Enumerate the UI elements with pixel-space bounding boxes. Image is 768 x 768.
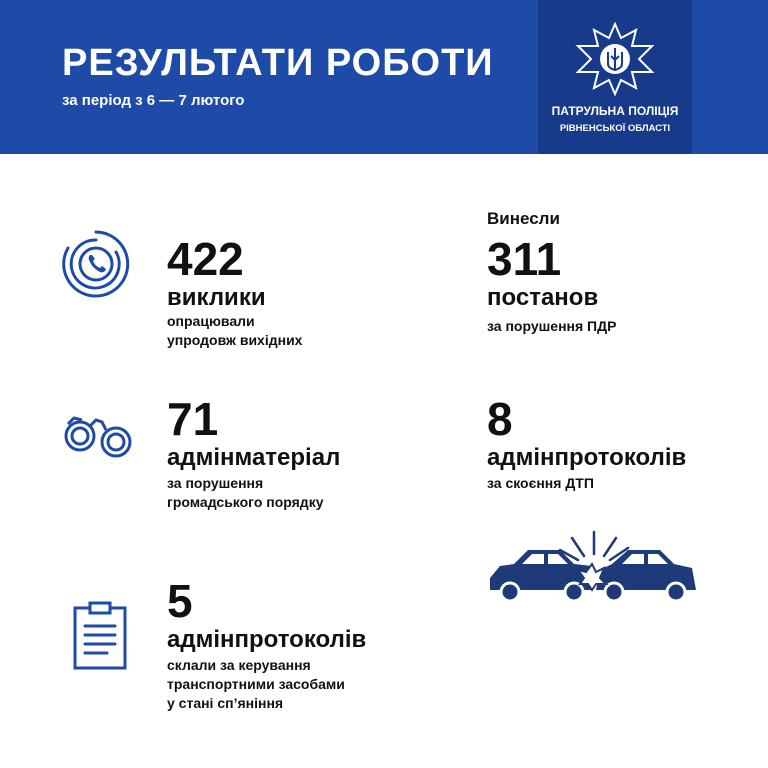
fines-desc-1: за порушення ПДР <box>487 318 617 334</box>
police-star-emblem-icon <box>574 22 656 96</box>
badge-title: ПАТРУЛЬНА ПОЛІЦІЯ <box>551 104 679 118</box>
drunk-label: адмінпротоколів <box>167 626 367 653</box>
admin-materials-number: 71 <box>167 393 219 445</box>
calls-label: виклики <box>167 284 266 311</box>
page-title: РЕЗУЛЬТАТИ РОБОТИ <box>62 42 494 84</box>
clipboard-icon <box>72 600 128 670</box>
dtp-number: 8 <box>487 393 513 445</box>
badge-subtitle: РІВНЕНСЬКОЇ ОБЛАСТІ <box>559 123 671 134</box>
admin-materials-label: адмінматеріал <box>167 444 341 471</box>
fines-label: постанов <box>487 284 599 311</box>
calls-desc-2: упродовж вихідних <box>167 332 303 348</box>
dtp-label: адмінпротоколів <box>487 444 687 471</box>
police-badge <box>538 0 692 154</box>
header-banner <box>0 0 768 154</box>
period-subtitle: за період з 6 — 7 лютого <box>62 92 245 109</box>
drunk-desc-2: транспортними засобами <box>167 676 345 692</box>
fines-number: 311 <box>487 233 562 285</box>
car-crash-icon <box>488 528 698 610</box>
handcuffs-icon <box>60 410 136 466</box>
drunk-desc-1: склали за керування <box>167 657 311 673</box>
phone-icon <box>60 228 132 300</box>
drunk-number: 5 <box>167 575 193 627</box>
dtp-desc-1: за скоєння ДТП <box>487 475 594 491</box>
calls-number: 422 <box>167 233 244 285</box>
admin-materials-desc-1: за порушення <box>167 475 264 491</box>
calls-desc-1: опрацювали <box>167 313 255 329</box>
fines-prefix: Винесли <box>487 209 560 228</box>
drunk-desc-3: у стані сп’яніння <box>167 695 284 711</box>
admin-materials-desc-2: громадського порядку <box>167 494 324 510</box>
